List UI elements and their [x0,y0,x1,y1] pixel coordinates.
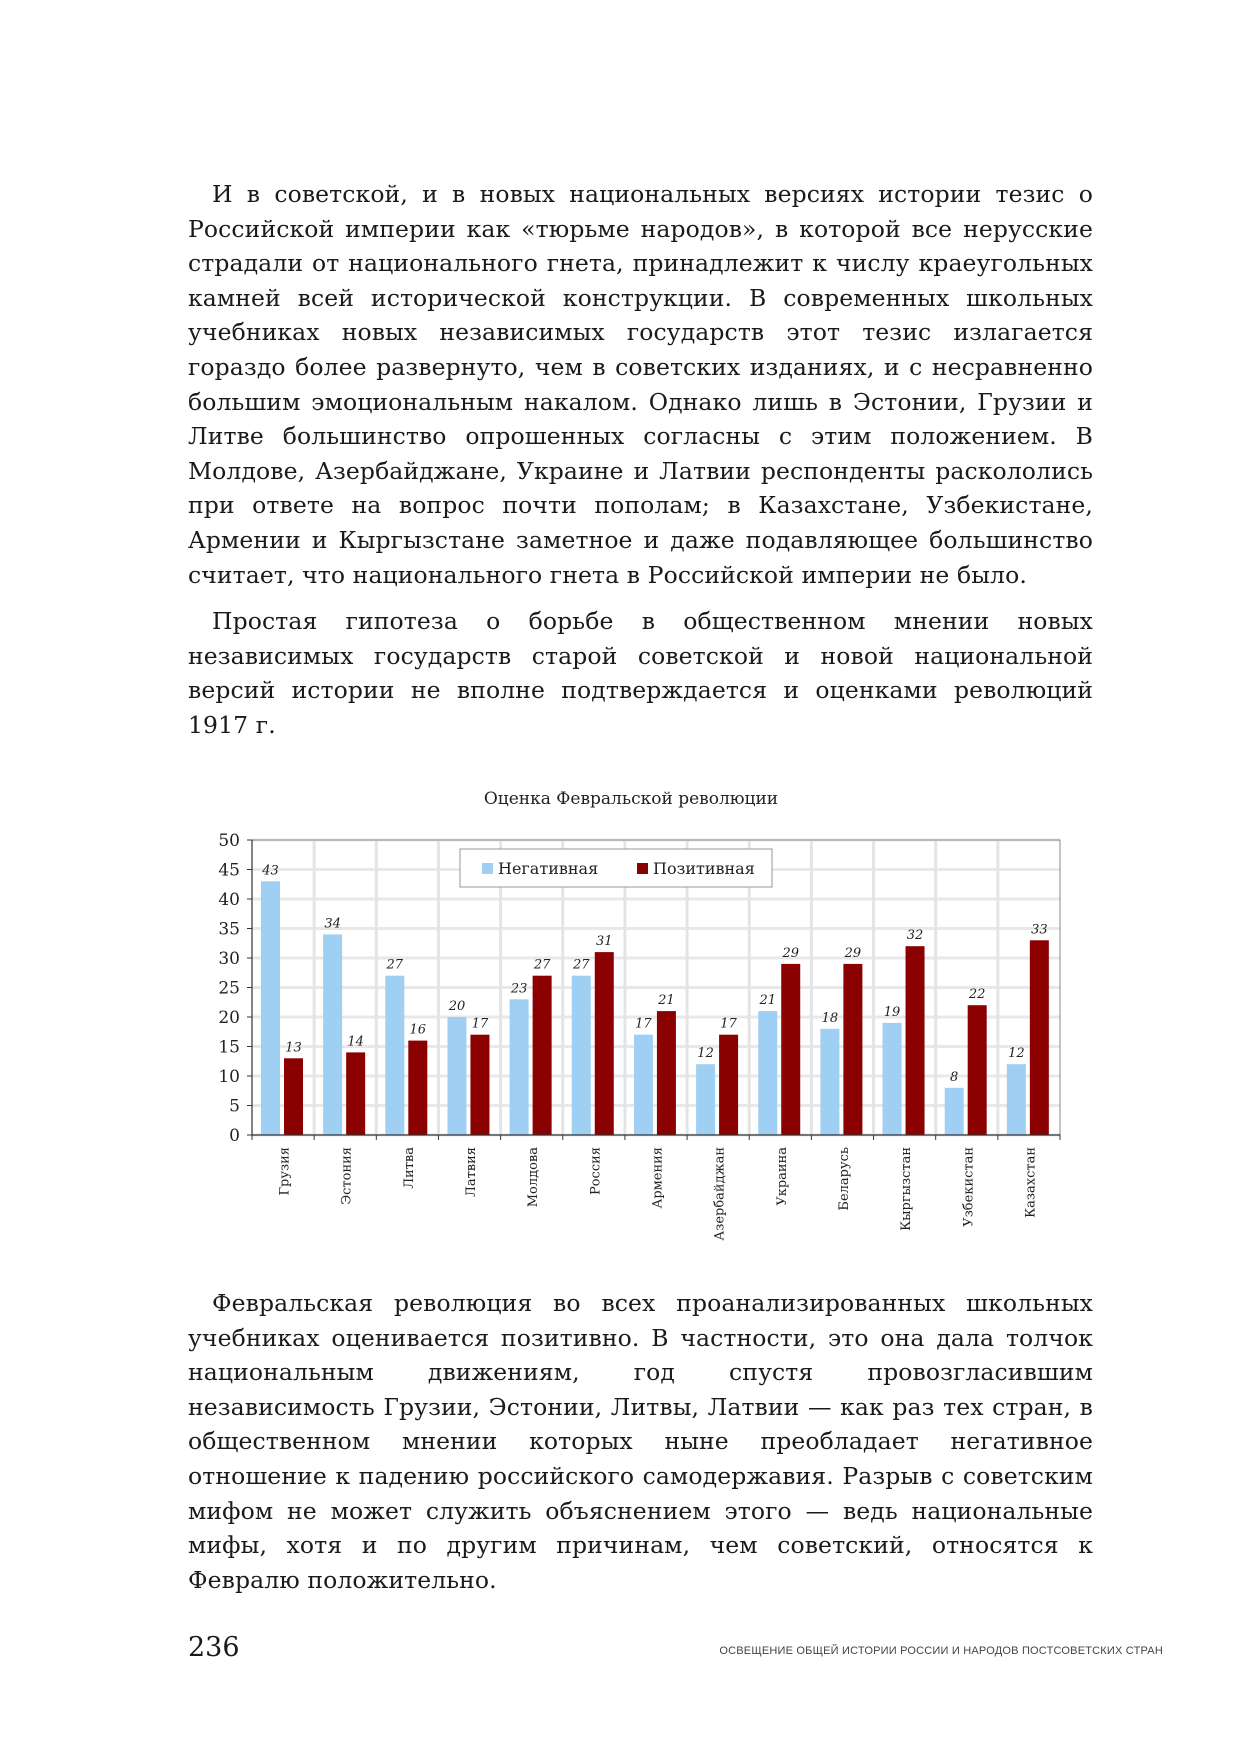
data-label: 19 [883,1004,901,1020]
chart-title: Оценка Февральской революции [483,789,779,809]
paragraph-3: Февральская революция во всех проанализированных школьных учебниках оценивается позитивно. В частности, это она дала толчок национальным движениям, год спустя провозгласившим независимость Грузии, Эстонии, Литвы, Латвии — как раз тех стран, в общественном мнении которых ныне преобладает негативное отношение к падению российского самодержавия. Разрыв с советским мифом не может служить объяснением этого — ведь национальные мифы, хотя и по другим причинам, чем советский, относятся к Февралю положительно. [188,1289,1093,1594]
bar-positive [657,1011,676,1135]
x-tick-label: Россия [588,1147,604,1196]
data-label: 12 [1008,1046,1025,1062]
bar-positive [533,976,552,1135]
data-label: 29 [844,945,862,961]
data-label: 27 [572,957,590,973]
data-label: 14 [347,1034,364,1050]
bar-negative [447,1017,466,1135]
bar-positive [719,1035,738,1135]
y-tick-label: 50 [218,831,240,851]
x-tick-label: Эстония [339,1147,355,1205]
bar-negative [883,1023,902,1135]
bar-negative [510,999,529,1135]
x-tick-label: Молдова [526,1147,542,1208]
bar-negative [572,976,591,1135]
data-label: 17 [471,1016,489,1032]
bar-negative [261,881,280,1135]
data-label: 31 [595,934,613,950]
running-title: ОСВЕЩЕНИЕ ОБЩЕЙ ИСТОРИИ РОССИИ И НАРОДОВ ПОСТСОВЕТСКИХ СТРАН [719,1645,1163,1657]
bar-negative [696,1064,715,1135]
bar-positive [408,1041,427,1135]
bar-negative [1007,1064,1026,1135]
y-tick-label: 45 [218,860,240,881]
bar-negative [385,976,404,1135]
data-label: 34 [324,916,341,932]
bar-negative [634,1035,653,1135]
bar-positive [346,1052,365,1135]
y-tick-label: 20 [218,1008,240,1028]
data-label: 20 [448,999,466,1014]
bar-positive [595,952,614,1135]
legend [460,849,772,887]
y-tick-label: 15 [218,1037,240,1058]
x-tick-label: Беларусь [836,1147,852,1211]
legend-swatch-negative [482,863,493,874]
data-label: 21 [658,993,675,1009]
bar-positive [843,964,862,1135]
y-tick-label: 40 [218,890,240,910]
legend-label-negative: Негативная [498,859,599,878]
legend-swatch-positive [637,863,648,874]
bar-negative [758,1011,777,1135]
data-label: 43 [262,863,279,879]
bar-positive [284,1058,303,1135]
data-label: 12 [697,1046,714,1062]
x-tick-label: Казахстан [1023,1147,1039,1218]
x-tick-label: Латвия [464,1147,480,1197]
page-number: 236 [188,1632,240,1663]
data-label: 23 [510,981,528,997]
data-label: 33 [1031,922,1048,938]
legend-label-positive: Позитивная [653,859,755,878]
x-tick-label: Азербайджан [712,1147,728,1241]
x-tick-label: Армения [650,1147,666,1209]
x-tick-label: Узбекистан [961,1147,977,1227]
bar-chart [200,780,1080,1250]
data-label: 13 [285,1040,302,1056]
x-tick-label: Литва [401,1147,417,1189]
data-label: 29 [782,945,800,961]
x-tick-label: Кыргызстан [899,1147,915,1231]
y-tick-label: 0 [229,1126,240,1146]
data-label: 27 [386,957,404,973]
data-label: 18 [821,1010,839,1026]
data-label: 22 [968,987,986,1003]
data-label: 16 [409,1022,427,1038]
x-tick-label: Украина [774,1147,790,1206]
bar-positive [1030,940,1049,1135]
y-tick-label: 35 [218,919,240,940]
y-tick-label: 30 [218,949,240,969]
data-label: 17 [635,1016,652,1032]
bar-positive [781,964,800,1135]
paragraph-1: И в советской, и в новых национальных версиях истории тезис о Российской империи как «тюрьме народов», в которой все нерусские страдали от национального гнета, принадлежит к числу краеугольных камней всей исторической конструкции. В современных школьных учебниках новых независимых государств этот тезис излагается гораздо более развернуто, чем в советских изданиях, и с несравненно большим эмоциональным накалом. Однако лишь в Эстонии, Грузии и Литве большинство опрошенных согласны с этим положением. В Молдове, Азербайджане, Украине и Латвии респонденты раскололись при ответе на вопрос почти пополам; в Казахстане, Узбекистане, Армении и Кыргызстане заметное и даже подавляющее большинство считает, что национального гнета в Российской империи не было. [188,180,1093,589]
data-label: 27 [533,957,551,973]
bar-positive [906,946,925,1135]
bar-positive [968,1005,987,1135]
paragraph-2: Простая гипотеза о борьбе в общественном мнении новых независимых государств старой советской и новой национальной версий истории не вполне подтверждается и оценками революций 1917 г. [188,607,1093,739]
bar-negative [820,1029,839,1135]
x-tick-label: Грузия [277,1147,293,1196]
data-label: 17 [720,1016,737,1032]
data-label: 32 [906,928,924,944]
data-label: 21 [759,993,777,1009]
data-label: 8 [950,1069,959,1085]
bar-negative [945,1088,964,1135]
y-tick-label: 25 [218,978,240,999]
bar-positive [470,1035,489,1135]
y-tick-label: 10 [218,1067,240,1087]
bar-negative [323,934,342,1135]
y-tick-label: 5 [229,1096,240,1117]
